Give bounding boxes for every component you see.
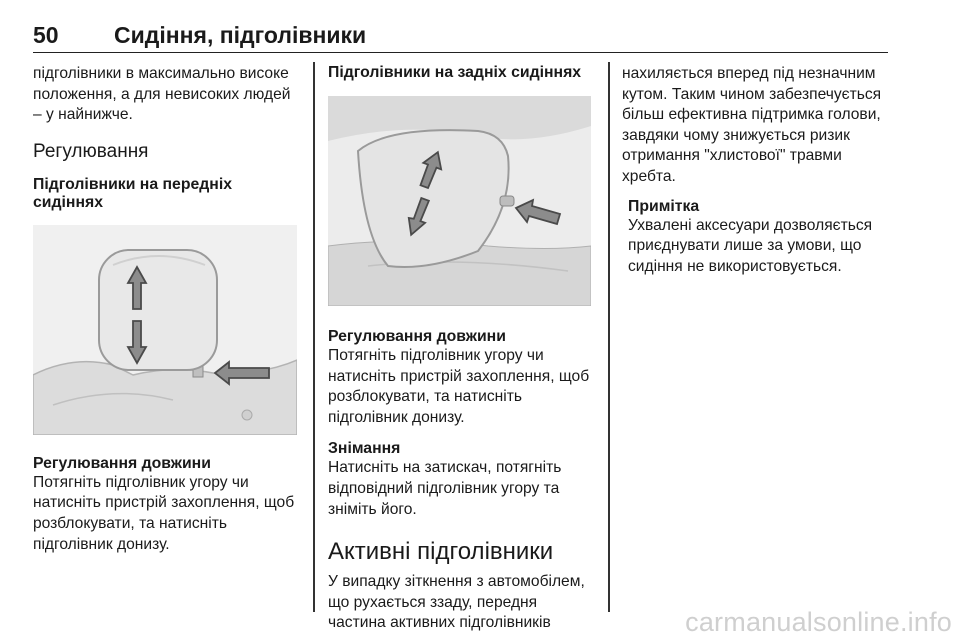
label-height-adjust: Регулювання довжини (33, 454, 211, 472)
note-block (622, 198, 892, 278)
label-removal: Знімання (328, 440, 401, 458)
label-height-adjust-rear: Регулювання довжини (328, 328, 506, 345)
section-heading-adjust: Регулювання (33, 140, 149, 162)
subheading-front-seats: Підголівники на передніх сидіннях (33, 175, 233, 211)
watermark: carmanualsonline.info (685, 607, 952, 637)
page-header (33, 22, 888, 53)
column-divider (313, 62, 315, 612)
text-active-continued: нахиляється вперед під незначним кутом. Таким чином забезпечується більш ефективна підтримка голови, завдяки чому знижується ризик отримання "хлистової" травми хребта. (622, 65, 882, 185)
column-middle (328, 64, 596, 634)
note-label: Примітка (628, 197, 700, 215)
subheading-rear-seats: Підголівники на задніх сидіннях (328, 64, 582, 81)
rear-headrest-illustration (328, 96, 591, 306)
column-left (33, 64, 301, 555)
front-headrest-illustration (33, 225, 297, 435)
note-text: Ухвалені аксесуари дозволяється приєднувати лише за умови, що сидіння не використовується. (628, 216, 873, 275)
page-number: 50 (33, 22, 59, 48)
section-heading-active-headrests: Активні підголівники (328, 538, 554, 566)
intro-paragraph: підголівники в максимально високе положення, а для невисоких людей – у найнижче. (33, 65, 291, 124)
column-divider (608, 62, 610, 612)
text-height-adjust-rear: Потягніть підголівник угору чи натисніть пристрій захоплення, щоб розблокувати, та натисніть підголівник донизу. (328, 347, 590, 426)
page-title: Сидіння, підголівники (114, 22, 367, 48)
text-active-headrests: У випадку зіткнення з автомобілем, що рухається ззаду, передня частина активних підголівників (328, 573, 585, 632)
text-removal: Натисніть на затискач, потягніть відповідний підголівник угору та зніміть його. (328, 459, 562, 518)
text-height-adjust: Потягніть підголівник угору чи натисніть пристрій захоплення, щоб розблокувати, та натисніть підголівник донизу. (33, 473, 295, 553)
column-right (622, 64, 892, 277)
